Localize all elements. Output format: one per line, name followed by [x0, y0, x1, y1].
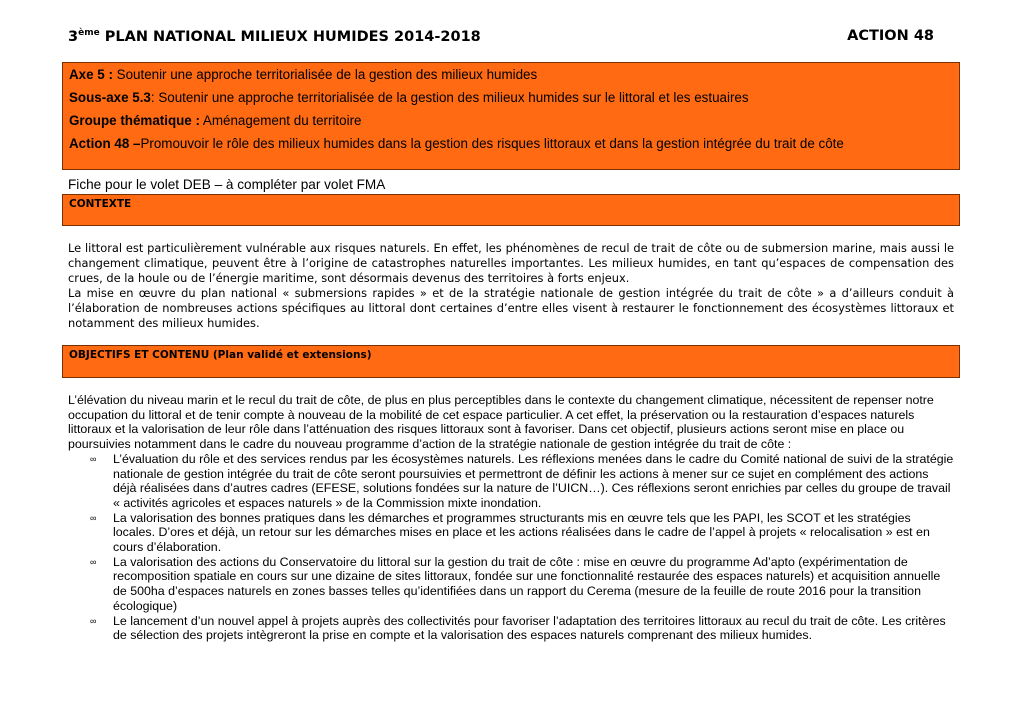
fiche-note: Fiche pour le volet DEB – à compléter par volet FMA: [68, 177, 386, 192]
bullet-icon: ∞: [90, 453, 97, 464]
sous-axe-line: Sous-axe 5.3: Soutenir une approche territorialisée de la gestion des milieux humides sur le littoral et les estuaires: [69, 90, 749, 105]
contexte-paragraph: Le littoral est particulièrement vulnérable aux risques naturels. En effet, les phénomènes de recul de trait de côte ou de submersion marine, mais aussi le changement climatique, peuvent être à l’origine de catastrophes naturelles importantes. Les milieux humides, en tant qu’espaces de compensation des crues, de la houle ou de l’énergie maritime, sont désormais devenus des territoires à forts enjeux.: [68, 241, 954, 285]
objectifs-body: [68, 393, 954, 643]
objectifs-list: [68, 452, 954, 643]
list-item: ∞ Le lancement d’un nouvel appel à projets auprès des collectivités pour favoriser l’adaptation des territoires littoraux au recul du trait de côte. Les critères de sélection des projets intègreront la prise en compte et la valorisation des espaces naturels comprenant des milieux humides.: [90, 613, 946, 643]
list-item: ∞ La valorisation des bonnes pratiques dans les démarches et programmes structurants mis en œuvre tels que les PAPI, les SCOT et les stratégies locales. D’ores et déjà, un retour sur les démarches mises en place et les actions réalisées dans le cadre de l’appel à projets « relocalisation » est en cours d’élaboration.: [90, 510, 930, 555]
bullet-icon: ∞: [90, 556, 97, 567]
bullet-icon: ∞: [90, 615, 97, 626]
plan-title: 3ème PLAN NATIONAL MILIEUX HUMIDES 2014-2018: [68, 28, 481, 45]
objectifs-heading: OBJECTIFS ET CONTENU (Plan validé et extensions): [62, 345, 960, 378]
bullet-icon: ∞: [90, 512, 97, 523]
contexte-paragraph: La mise en œuvre du plan national « submersions rapides » et de la stratégie nationale de gestion intégrée du trait de côte » a d’ailleurs conduit à l’élaboration de nombreuses actions spécifiques au littoral dont certaines d’entre elles visent à restaurer le fonctionnement des écosystèmes littoraux et notamment des milieux humides.: [68, 286, 954, 330]
list-item: ∞ La valorisation des actions du Conservatoire du littoral sur la gestion du trait de côte : mise en œuvre du programme Ad’apto (expérimentation de recomposition spatiale en cours sur une dizaine de sites littoraux, fondée sur une fonctionnalité restaurée des espaces naturels) et acquisition annuelle de 500ha d’espaces naturels en zones basses telles qu’identifiées dans un rapport du Cerema (mesure de la feuille de route 2016 pour la transition écologique): [90, 554, 941, 613]
list-item: ∞ L’évaluation du rôle et des services rendus par les écosystèmes naturels. Les réflexions menées dans le cadre du Comité national de suivi de la stratégie nationale de gestion intégrée du trait de côte seront poursuivies et permettront de définir les actions à mener sur ce sujet en complément des actions déjà réalisées dans d’autres cadres (EFESE, solutions fondées sur la nature de l’UICN…). Ces réflexions seront enrichies par celles du groupe de travail « activités agricoles et espaces naturels » de la Commission mixte inondation.: [90, 451, 954, 510]
action-number: ACTION 48: [847, 28, 934, 44]
axe-line: Axe 5 : Soutenir une approche territorialisée de la gestion des milieux humides: [69, 67, 538, 82]
objectifs-intro: L’élévation du niveau marin et le recul du trait de côte, de plus en plus perceptibles dans le contexte du changement climatique, nécessitent de repenser notre occupation du littoral et de tenir compte à nouveau de la mobilité de cet espace particulier. A cet effet, la préservation ou la restauration d’espaces naturels littoraux et la valorisation de leur rôle dans l’atténuation des risques littoraux sont à favoriser. Dans cet objectif, plusieurs actions seront mise en place ou poursuivies notamment dans le cadre du nouveau programme d’action de la stratégie nationale de gestion intégrée du trait de côte :: [68, 393, 934, 452]
contexte-body: [68, 241, 954, 331]
page-header: [68, 28, 934, 45]
groupe-line: Groupe thématique : Aménagement du territoire: [69, 113, 362, 128]
action-line: Action 48 –Promouvoir le rôle des milieux humides dans la gestion des risques littoraux et dans la gestion intégrée du trait de côte: [69, 136, 844, 151]
axe-box: [62, 62, 960, 170]
contexte-heading: CONTEXTE: [62, 194, 960, 226]
